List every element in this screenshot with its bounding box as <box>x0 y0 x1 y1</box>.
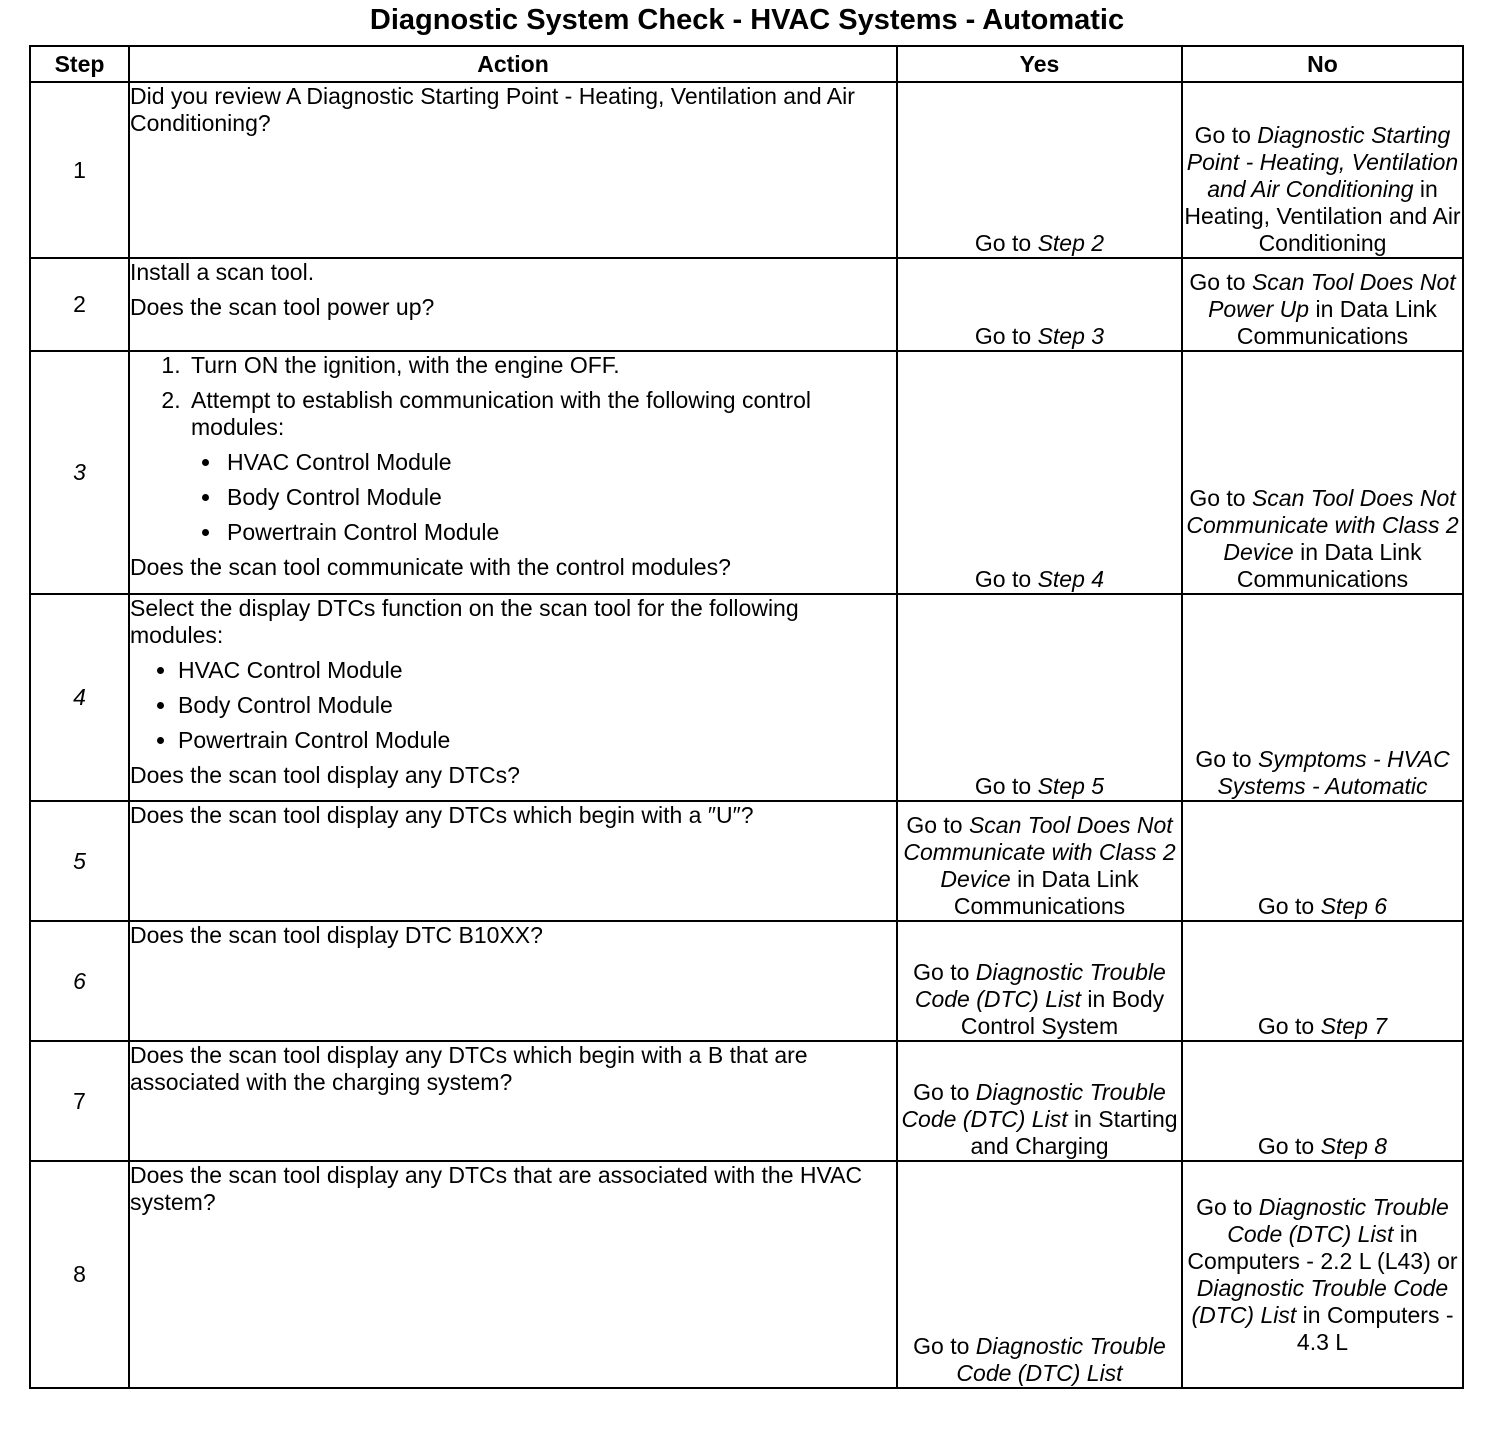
header-yes: Yes <box>897 46 1182 82</box>
header-row <box>30 46 1463 82</box>
no-cell <box>1182 594 1463 801</box>
header-step: Step <box>30 46 129 82</box>
step-number: 8 <box>30 1161 129 1388</box>
bullet-item: • Body Control Module <box>178 692 896 719</box>
action-text: Does the scan tool display any DTCs which begin with a ″U″? <box>130 802 754 828</box>
yes-link: Step 5 <box>1037 773 1105 799</box>
action-text: Does the scan tool display DTC B10XX? <box>130 922 543 948</box>
action-text: Does the scan tool display any DTCs that are associated with the HVAC system? <box>130 1162 863 1215</box>
no-prefix: Go to <box>1257 1013 1321 1039</box>
yes-cell <box>897 921 1182 1041</box>
no-prefix: Go to <box>1257 1133 1321 1159</box>
list-item: 1. Turn ON the ignition, with the engine OFF. <box>187 352 896 379</box>
yes-prefix: Go to <box>974 566 1038 592</box>
yes-suffix: in Starting and Charging <box>970 1106 1178 1159</box>
bullet-list <box>191 449 896 546</box>
table-row-step-7 <box>30 1041 1463 1161</box>
header-action: Action <box>129 46 897 82</box>
list-item-text: Attempt to establish communication with the following control modules: <box>191 387 812 440</box>
page-title: Diagnostic System Check - HVAC Systems - Automatic <box>369 4 1125 36</box>
action-cell <box>129 594 897 801</box>
no-link: Symptoms - HVAC Systems - Automatic <box>1217 746 1450 799</box>
no-cell <box>1182 82 1463 258</box>
no-link-2: Diagnostic Trouble Code (DTC) List <box>1191 1274 1449 1328</box>
bullet-list <box>130 657 896 754</box>
table-row-step-5 <box>30 801 1463 921</box>
no-cell <box>1182 1161 1463 1388</box>
action-cell <box>129 351 897 594</box>
no-link: Step 7 <box>1320 1013 1388 1039</box>
header-no: No <box>1182 46 1463 82</box>
no-prefix: Go to <box>1189 269 1252 295</box>
action-question: Does the scan tool communicate with the control modules? <box>130 554 731 580</box>
action-text: Does the scan tool display any DTCs which begin with a B that are associated with the charging system? <box>130 1042 808 1095</box>
no-suffix: in Data Link Communications <box>1236 296 1437 349</box>
no-prefix: Go to <box>1257 893 1321 919</box>
no-link: Diagnostic Trouble Code (DTC) List <box>1227 1193 1449 1247</box>
bullet-item: • HVAC Control Module <box>223 449 896 476</box>
yes-link: Step 2 <box>1037 230 1105 256</box>
table-row-step-8 <box>30 1161 1463 1388</box>
yes-cell <box>897 1161 1182 1388</box>
yes-link: Scan Tool Does Not Communicate with Class 2 Device <box>903 812 1176 892</box>
yes-cell <box>897 594 1182 801</box>
yes-suffix: in Body Control System <box>960 986 1165 1039</box>
yes-cell <box>897 351 1182 594</box>
table-row-step-4 <box>30 594 1463 801</box>
action-text: Install a scan tool. <box>130 259 315 285</box>
list-item <box>187 387 896 546</box>
no-prefix: Go to <box>1194 122 1258 148</box>
yes-link-cont: Code (DTC) List <box>956 1360 1123 1386</box>
step-number: 7 <box>30 1041 129 1161</box>
yes-cell <box>897 1041 1182 1161</box>
no-link: Step 8 <box>1320 1133 1388 1159</box>
no-middle: in Computers - 2.2 L (L43) or <box>1187 1220 1458 1274</box>
yes-link: Step 3 <box>1037 323 1105 349</box>
table-row-step-3 <box>30 351 1463 594</box>
action-text: Select the display DTCs function on the scan tool for the following modules: <box>130 595 799 648</box>
yes-suffix: in Data Link Communications <box>953 866 1139 919</box>
no-link: Step 6 <box>1320 893 1388 919</box>
no-suffix: in Computers - 4.3 L <box>1296 1301 1454 1355</box>
table-row-step-1 <box>30 82 1463 258</box>
action-cell <box>129 82 897 258</box>
table-row-step-6 <box>30 921 1463 1041</box>
no-cell <box>1182 258 1463 351</box>
no-prefix: Go to <box>1189 485 1252 511</box>
action-cell <box>129 1041 897 1161</box>
table-row-step-2 <box>30 258 1463 351</box>
bullet-item: • Powertrain Control Module <box>178 727 896 754</box>
no-cell <box>1182 921 1463 1041</box>
no-suffix: in Heating, Ventilation and Air Conditioning <box>1184 176 1461 256</box>
yes-prefix: Go to <box>974 323 1038 349</box>
step-number: 2 <box>30 258 129 351</box>
yes-cell <box>897 82 1182 258</box>
no-link: Scan Tool Does Not Communicate with Class 2 Device <box>1186 485 1459 565</box>
no-link: Scan Tool Does Not Power Up <box>1208 269 1456 322</box>
no-cell <box>1182 801 1463 921</box>
yes-prefix: Go to <box>974 773 1038 799</box>
yes-prefix: Go to <box>913 1333 976 1359</box>
no-cell <box>1182 1041 1463 1161</box>
no-link: Diagnostic Starting Point - Heating, Ventilation and Air Conditioning <box>1186 122 1459 202</box>
bullet-item: • Body Control Module <box>223 484 896 511</box>
yes-prefix: Go to <box>913 1079 976 1105</box>
action-question: Does the scan tool display any DTCs? <box>130 762 520 788</box>
action-cell <box>129 801 897 921</box>
no-suffix: in Data Link Communications <box>1236 539 1422 592</box>
step-number: 3 <box>30 351 129 594</box>
step-number: 5 <box>30 801 129 921</box>
step-number: 6 <box>30 921 129 1041</box>
yes-cell <box>897 258 1182 351</box>
yes-prefix: Go to <box>906 812 969 838</box>
diagnostic-table <box>29 45 1464 1389</box>
step-number: 1 <box>30 82 129 258</box>
bullet-item: • HVAC Control Module <box>178 657 896 684</box>
action-cell <box>129 921 897 1041</box>
bullet-item: • Powertrain Control Module <box>223 519 896 546</box>
action-cell <box>129 258 897 351</box>
no-prefix: Go to <box>1196 1193 1259 1220</box>
numbered-list <box>130 352 896 546</box>
yes-link: Step 4 <box>1037 566 1105 592</box>
yes-link: Diagnostic Trouble Code (DTC) List <box>914 959 1166 1012</box>
yes-link: Diagnostic Trouble <box>975 1333 1166 1359</box>
yes-cell <box>897 801 1182 921</box>
yes-link: Diagnostic Trouble Code (DTC) List <box>901 1079 1166 1132</box>
yes-prefix: Go to <box>974 230 1038 256</box>
no-prefix: Go to <box>1195 746 1258 772</box>
no-cell <box>1182 351 1463 594</box>
step-number: 4 <box>30 594 129 801</box>
action-cell <box>129 1161 897 1388</box>
yes-prefix: Go to <box>913 959 976 985</box>
action-question: Does the scan tool power up? <box>130 294 435 320</box>
action-text: Did you review A Diagnostic Starting Point - Heating, Ventilation and Air Conditioning? <box>130 83 855 136</box>
